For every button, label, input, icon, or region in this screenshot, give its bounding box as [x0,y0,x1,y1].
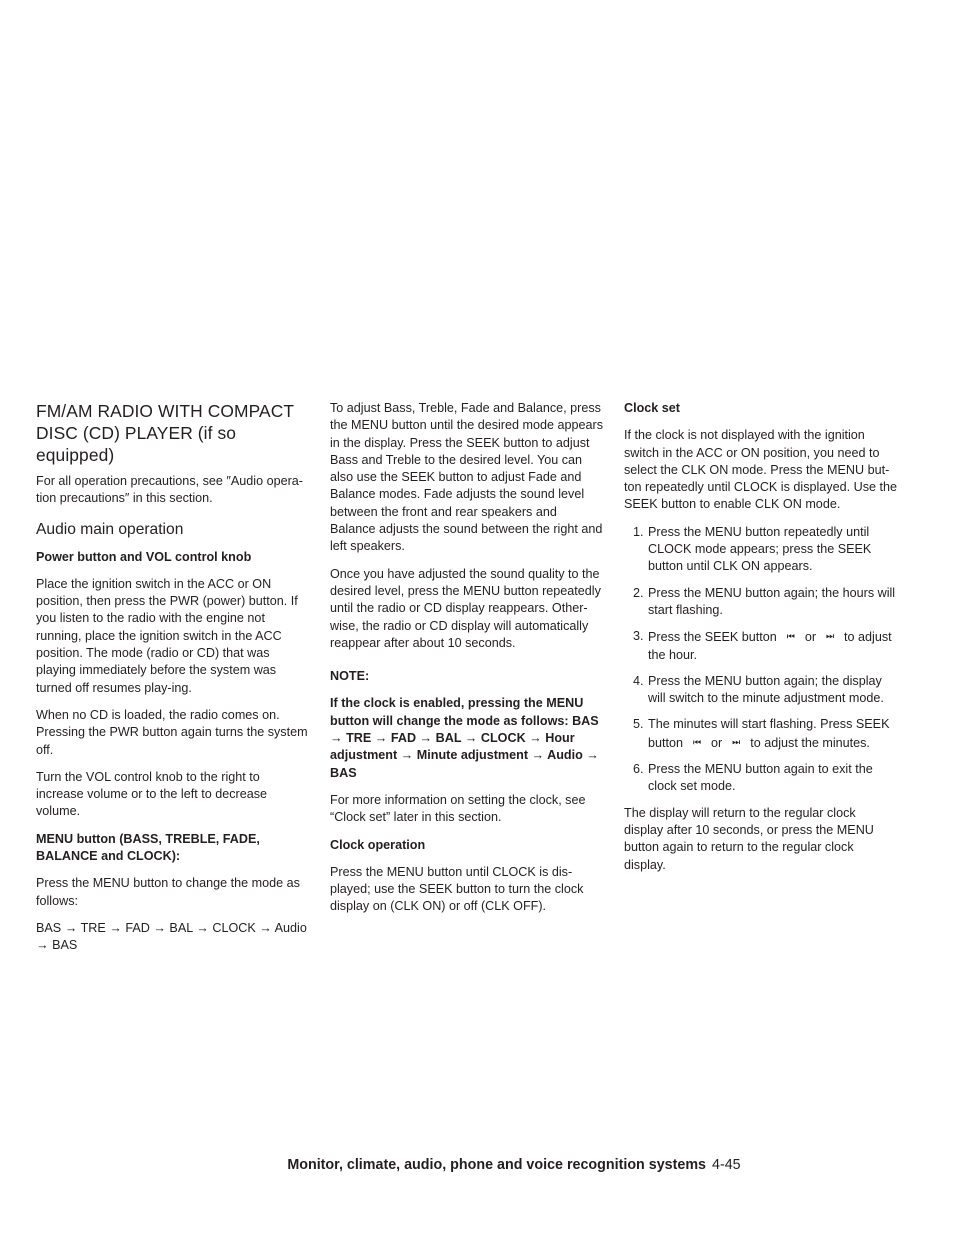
list-item [624,761,898,796]
intro-paragraph: For all operation precautions, see ″Audio opera-tion precautions″ in this section. [36,474,303,506]
seek-forward-icon: ⏭ [825,631,835,642]
step-number: 6. [633,762,644,777]
list-item [624,585,898,620]
seek-back-icon: ⏮ [692,736,702,747]
clock-operation-paragraph: Press the MENU button until CLOCK is dis-played; use the SEEK button to turn the clock display on (CLK ON) or off (CLK OFF). [330,864,584,914]
clock-set-intro: If the clock is not displayed with the ignition switch in the ACC or ON position, you need to select the CLK ON mode. Press the MENU but-ton repeatedly until CLOCK is displayed. Use the SEEK button to enable CLK ON mode. [624,428,898,512]
menu-mode-sequence: BAS → TRE → FAD → BAL → CLOCK → Audio → BAS [36,920,307,953]
power-paragraph-3: Turn the VOL control knob to the right to increase volume or to the left to decrease volume. [36,769,268,819]
note-text: If the clock is enabled, pressing the MENU button will change the mode as follows: BAS → TRE → FAD → BAL → CLOCK → Hour adjustment → Minute adjustment → Audio → BAS [330,696,599,780]
seek-forward-icon: ⏭ [732,736,741,747]
closing-paragraph: The display will return to the regular clock display after 10 seconds, or press the MENU button again to return to the regular clock display. [624,805,874,872]
power-paragraph-2: When no CD is loaded, the radio comes on. Pressing the PWR button again turns the system off. [36,707,308,757]
step-text-after: to adjust the minutes. [750,735,870,750]
adjust-paragraph: To adjust Bass, Treble, Fade and Balance, press the MENU button until the desired mode appears in the display. Press the SEEK button to adjust Bass and Treble to the desired level. You can also use the SEEK button to adjust Fade and Balance modes. Fade adjusts the sound level between the front and rear speakers and Balance adjusts the sound between the right and left speakers. [330,401,604,554]
footer-page-number: 4-45 [712,1157,741,1173]
page-title [36,400,308,466]
heading-power-button: Power button and VOL control knob [36,549,252,564]
clock-reference-paragraph: For more information on setting the clock, see “Clock set” later in this section. [330,792,586,825]
heading-menu-button: MENU button (BASS, TREBLE, FADE, BALANCE and CLOCK): [36,831,260,864]
step-text: Press the MENU button again; the display will switch to the minute adjustment mode. [648,673,884,706]
step-text-after: to adjust the hour. [648,630,892,662]
step-text: Press the MENU button again to exit the clock set mode. [648,762,873,794]
step-text: Press the SEEK button [648,630,777,645]
step-number: 1. [633,524,644,539]
step-text: Press the MENU button again; the hours will start flashing. [648,585,896,617]
menu-paragraph: Press the MENU button to change the mode as follows: [36,876,300,908]
step-number: 4. [633,673,644,688]
step-or: or [804,630,817,645]
note-label: NOTE: [330,669,370,684]
power-paragraph-1: Place the ignition switch in the ACC or ON position, then press the PWR (power) button. If you listen to the radio with the engine not running, place the ignition switch in the ACC position. The mode (radio or CD) that was playing immediately before the system was turned off resumes play-ing. [36,576,298,695]
step-number: 2. [633,585,644,600]
seek-back-icon: ⏮ [786,631,795,642]
step-text: The minutes will start flashing. Press SEEK button [648,717,890,750]
column-left [36,400,308,965]
footer-section-title: Monitor, climate, audio, phone and voice recognition systems [287,1157,706,1173]
column-middle [330,400,604,926]
subheading-audio-main-operation: Audio main operation [36,520,184,538]
column-right [624,400,898,884]
step-number: 3. [633,629,644,644]
list-item [624,716,898,752]
sound-quality-paragraph: Once you have adjusted the sound quality to the desired level, press the MENU button repeatedly until the radio or CD display reappears. Other-wise, the radio or CD display will automatically reappear after about 10 seconds. [330,566,601,650]
title-line-1: FM/AM RADIO WITH COMPACT [36,401,295,421]
clock-set-steps [624,524,898,796]
step-number: 5. [633,717,644,732]
list-item [624,524,898,576]
step-or: or [711,735,723,750]
list-item [624,673,898,708]
heading-clock-set: Clock set [624,401,680,415]
title-line-2: DISC (CD) PLAYER (if so equipped) [36,423,237,465]
step-text: Press the MENU button repeatedly until CLOCK mode appears; press the SEEK button until CLK ON appears. [648,524,872,574]
heading-clock-operation: Clock operation [330,837,426,852]
list-item [624,628,898,664]
